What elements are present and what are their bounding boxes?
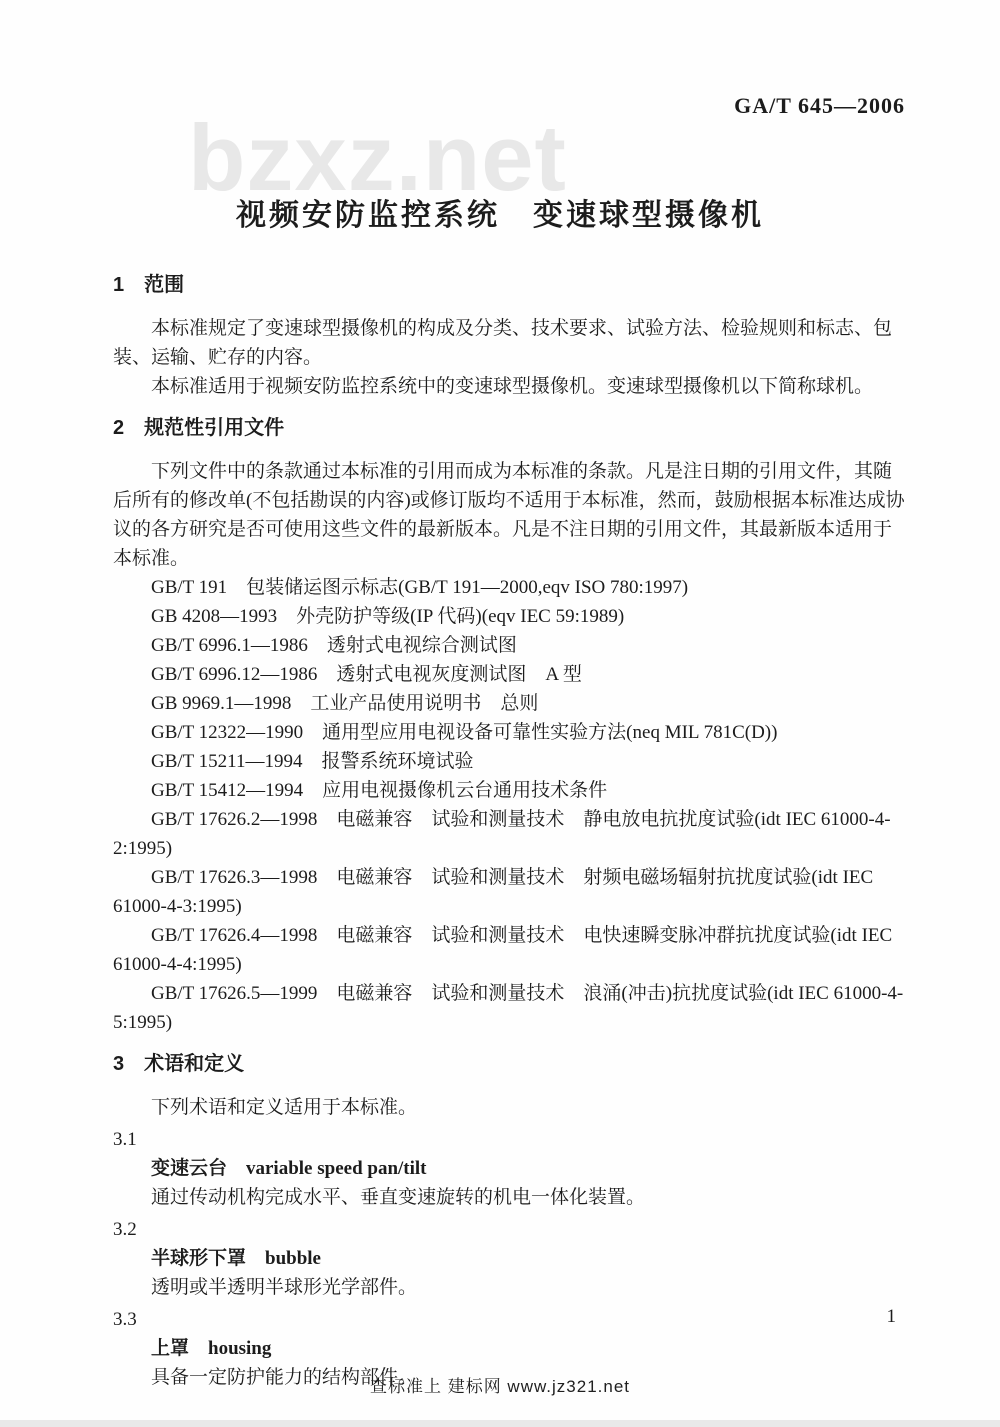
section-2-heading: 2 规范性引用文件: [113, 417, 285, 439]
term-number: 3.3: [113, 1309, 137, 1330]
scope-paragraph-2: 本标准适用于视频安防监控系统中的变速球型摄像机。变速球型摄像机以下简称球机。: [151, 376, 874, 397]
reference-item: GB/T 12322—1990 通用型应用电视设备可靠性实验方法(neq MIL 781C(D)): [151, 722, 778, 743]
reference-item: GB/T 17626.4—1998 电磁兼容 试验和测量技术 电快速瞬变脉冲群抗扰度试验(idt IEC 61000-4-4:1995): [113, 925, 893, 975]
reference-item: GB/T 6996.1—1986 透射式电视综合测试图: [151, 635, 517, 656]
section-3-heading: 3 术语和定义: [113, 1053, 245, 1075]
normative-refs-intro: 下列文件中的条款通过本标准的引用而成为本标准的条款。凡是注日期的引用文件，其随后所有的修改单(不包括勘误的内容)或修订版均不适用于本标准，然而，鼓励根据本标准达成协议的各方研究是否可使用这些文件的最新版本。凡是不注日期的引用文件，其最新版本适用于本标准。: [113, 461, 905, 569]
watermark-text: bzxz.net: [188, 105, 567, 210]
term-name: 半球形下罩 bubble: [151, 1248, 321, 1269]
scope-paragraph-1: 本标准规定了变速球型摄像机的构成及分类、技术要求、试验方法、检验规则和标志、包装、运输、贮存的内容。: [113, 318, 893, 368]
reference-item: GB/T 15412—1994 应用电视摄像机云台通用技术条件: [151, 780, 608, 801]
term-name: 上罩 housing: [151, 1338, 272, 1359]
footer-site-line: 查标准上 建标网 www.jz321.net: [369, 1377, 631, 1396]
term-number: 3.1: [113, 1129, 137, 1150]
reference-item: GB/T 6996.12—1986 透射式电视灰度测试图 A 型: [151, 664, 582, 685]
term-name: 变速云台 variable speed pan/tilt: [151, 1158, 427, 1179]
reference-item: GB/T 191 包装储运图示标志(GB/T 191—2000,eqv ISO 780:1997): [151, 577, 689, 598]
reference-item: GB/T 15211—1994 报警系统环境试验: [151, 751, 474, 772]
term-entry-3-2: [113, 1215, 908, 1302]
reference-item: GB/T 17626.2—1998 电磁兼容 试验和测量技术 静电放电抗扰度试验(idt IEC 61000-4-2:1995): [113, 809, 891, 859]
term-definition: 透明或半透明半球形光学部件。: [151, 1277, 418, 1298]
term-entry-3-1: [113, 1125, 908, 1212]
scan-edge: [0, 1420, 1000, 1427]
document-title: 视频安防监控系统 变速球型摄像机: [236, 199, 764, 232]
section-1-heading: 1 范围: [113, 274, 185, 296]
term-definition: 具备一定防护能力的结构部件。: [151, 1367, 418, 1388]
reference-item: GB 4208—1993 外壳防护等级(IP 代码)(eqv IEC 59:1989): [151, 606, 625, 627]
term-number: 3.2: [113, 1219, 137, 1240]
document-body: [113, 258, 908, 1393]
standard-code: GA/T 645—2006: [734, 93, 905, 118]
reference-item: GB/T 17626.3—1998 电磁兼容 试验和测量技术 射频电磁场辐射抗扰度试验(idt IEC 61000-4-3:1995): [113, 867, 874, 917]
term-definition: 通过传动机构完成水平、垂直变速旋转的机电一体化装置。: [151, 1187, 646, 1208]
page-number: 1: [886, 1306, 896, 1327]
normative-references-list: [113, 573, 908, 1037]
reference-item: GB 9969.1—1998 工业产品使用说明书 总则: [151, 693, 539, 714]
reference-item: GB/T 17626.5—1999 电磁兼容 试验和测量技术 浪涌(冲击)抗扰度试验(idt IEC 61000-4-5:1995): [113, 983, 904, 1033]
terms-intro: 下列术语和定义适用于本标准。: [151, 1097, 418, 1118]
